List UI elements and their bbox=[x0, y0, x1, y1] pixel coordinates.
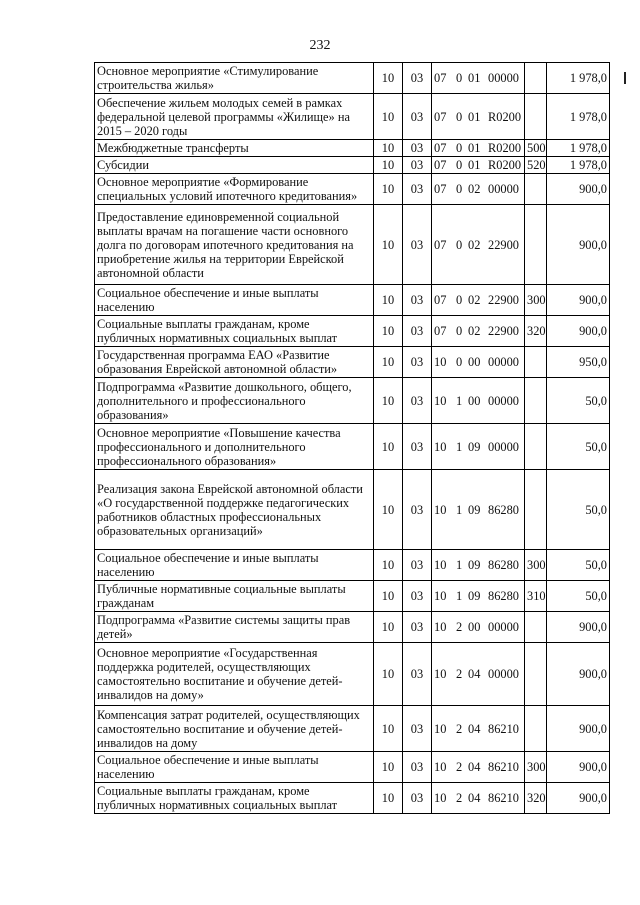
table-row bbox=[95, 643, 610, 706]
row-subsection-code: 03 bbox=[403, 470, 432, 550]
row-name: Основное мероприятие «Государственная поддержка родителей, осуществляющих самостоятельно воспитание и обучение детей-инвалидов на дому» bbox=[95, 643, 374, 706]
csr-direction: 22900 bbox=[488, 324, 519, 338]
csr-subprogram: 1 bbox=[456, 439, 463, 454]
csr-activity: 04 bbox=[468, 667, 481, 681]
row-section-code: 10 bbox=[374, 424, 403, 470]
row-subsection-code: 03 bbox=[403, 643, 432, 706]
csr-subprogram: 0 bbox=[456, 182, 463, 196]
row-subsection-code: 03 bbox=[403, 752, 432, 783]
csr-subprogram: 2 bbox=[456, 791, 463, 805]
csr-subprogram: 2 bbox=[456, 760, 463, 774]
row-target-article bbox=[432, 174, 525, 205]
row-name: Социальные выплаты гражданам, кроме публичных нормативных социальных выплат bbox=[95, 783, 374, 814]
row-section-code: 10 bbox=[374, 706, 403, 752]
csr-program: 10 bbox=[434, 791, 447, 805]
row-expense-type: 500 bbox=[525, 140, 547, 157]
csr-activity: 00 bbox=[468, 355, 481, 369]
row-amount: 900,0 bbox=[547, 205, 610, 285]
row-name: Основное мероприятие «Формирование специальных условий ипотечного кредитования» bbox=[95, 174, 374, 205]
csr-direction: 00000 bbox=[488, 355, 519, 369]
csr-program: 07 bbox=[434, 71, 447, 85]
row-section-code: 10 bbox=[374, 783, 403, 814]
csr-program: 07 bbox=[434, 324, 447, 338]
table-row bbox=[95, 424, 610, 470]
row-section-code: 10 bbox=[374, 316, 403, 347]
row-name: Компенсация затрат родителей, осуществляющих самостоятельно воспитание и обучение детей-инвалидов на дому bbox=[95, 706, 374, 752]
csr-program: 10 bbox=[434, 620, 447, 634]
table-row bbox=[95, 550, 610, 581]
row-expense-type: 300 bbox=[525, 550, 547, 581]
row-subsection-code: 03 bbox=[403, 94, 432, 140]
table-row bbox=[95, 581, 610, 612]
csr-subprogram: 2 bbox=[456, 620, 463, 634]
row-target-article bbox=[432, 752, 525, 783]
csr-direction: 86210 bbox=[488, 791, 519, 805]
csr-subprogram: 0 bbox=[456, 237, 463, 252]
row-expense-type bbox=[525, 174, 547, 205]
row-subsection-code: 03 bbox=[403, 612, 432, 643]
table-row bbox=[95, 378, 610, 424]
csr-program: 07 bbox=[434, 158, 447, 172]
table-row bbox=[95, 157, 610, 174]
row-name: Основное мероприятие «Стимулирование строительства жилья» bbox=[95, 63, 374, 94]
row-target-article bbox=[432, 157, 525, 174]
row-amount: 900,0 bbox=[547, 316, 610, 347]
row-subsection-code: 03 bbox=[403, 63, 432, 94]
row-subsection-code: 03 bbox=[403, 581, 432, 612]
row-name: Подпрограмма «Развитие дошкольного, общего, дополнительного и профессионального образования» bbox=[95, 378, 374, 424]
row-amount: 950,0 bbox=[547, 347, 610, 378]
row-amount: 900,0 bbox=[547, 174, 610, 205]
table-row bbox=[95, 63, 610, 94]
row-amount: 1 978,0 bbox=[547, 157, 610, 174]
table-row bbox=[95, 783, 610, 814]
row-expense-type bbox=[525, 706, 547, 752]
table-row bbox=[95, 706, 610, 752]
row-section-code: 10 bbox=[374, 643, 403, 706]
row-section-code: 10 bbox=[374, 378, 403, 424]
row-amount: 50,0 bbox=[547, 378, 610, 424]
row-section-code: 10 bbox=[374, 63, 403, 94]
row-target-article bbox=[432, 140, 525, 157]
row-subsection-code: 03 bbox=[403, 140, 432, 157]
row-amount: 900,0 bbox=[547, 706, 610, 752]
table-row bbox=[95, 752, 610, 783]
csr-direction: 22900 bbox=[488, 237, 519, 252]
csr-program: 10 bbox=[434, 393, 447, 408]
csr-activity: 01 bbox=[468, 109, 481, 124]
csr-direction: R0200 bbox=[488, 158, 522, 172]
row-name: Межбюджетные трансферты bbox=[95, 140, 374, 157]
row-name: Социальное обеспечение и иные выплаты населению bbox=[95, 550, 374, 581]
csr-direction: 00000 bbox=[488, 667, 519, 681]
row-name: Подпрограмма «Развитие системы защиты прав детей» bbox=[95, 612, 374, 643]
csr-subprogram: 1 bbox=[456, 502, 463, 517]
row-expense-type: 320 bbox=[525, 783, 547, 814]
row-amount: 900,0 bbox=[547, 612, 610, 643]
csr-program: 07 bbox=[434, 237, 447, 252]
csr-direction: 86280 bbox=[488, 589, 519, 603]
csr-direction: 86280 bbox=[488, 558, 519, 572]
row-expense-type bbox=[525, 643, 547, 706]
row-name: Публичные нормативные социальные выплаты гражданам bbox=[95, 581, 374, 612]
row-name: Реализация закона Еврейской автономной области «О государственной поддержке педагогических работников областных профессиональных образовательных организаций» bbox=[95, 470, 374, 550]
row-section-code: 10 bbox=[374, 94, 403, 140]
row-expense-type bbox=[525, 612, 547, 643]
row-target-article bbox=[432, 316, 525, 347]
table-row bbox=[95, 470, 610, 550]
table-row bbox=[95, 140, 610, 157]
row-amount: 50,0 bbox=[547, 424, 610, 470]
csr-program: 10 bbox=[434, 589, 447, 603]
csr-direction: 86210 bbox=[488, 760, 519, 774]
row-name: Социальное обеспечение и иные выплаты населению bbox=[95, 285, 374, 316]
row-expense-type: 520 bbox=[525, 157, 547, 174]
row-subsection-code: 03 bbox=[403, 157, 432, 174]
csr-activity: 02 bbox=[468, 182, 481, 196]
csr-activity: 04 bbox=[468, 760, 481, 774]
row-target-article bbox=[432, 706, 525, 752]
row-section-code: 10 bbox=[374, 581, 403, 612]
row-target-article bbox=[432, 424, 525, 470]
row-amount: 1 978,0 bbox=[547, 140, 610, 157]
csr-subprogram: 0 bbox=[456, 71, 463, 85]
csr-activity: 04 bbox=[468, 791, 481, 805]
row-target-article bbox=[432, 285, 525, 316]
row-target-article bbox=[432, 643, 525, 706]
csr-direction: 22900 bbox=[488, 293, 519, 307]
row-amount: 1 978,0 bbox=[547, 63, 610, 94]
table-row bbox=[95, 94, 610, 140]
row-target-article bbox=[432, 612, 525, 643]
csr-subprogram: 0 bbox=[456, 158, 463, 172]
row-amount: 50,0 bbox=[547, 550, 610, 581]
row-target-article bbox=[432, 205, 525, 285]
csr-subprogram: 2 bbox=[456, 667, 463, 681]
csr-direction: 00000 bbox=[488, 620, 519, 634]
csr-activity: 01 bbox=[468, 158, 481, 172]
row-section-code: 10 bbox=[374, 470, 403, 550]
row-target-article bbox=[432, 63, 525, 94]
row-amount: 50,0 bbox=[547, 470, 610, 550]
csr-activity: 01 bbox=[468, 141, 481, 155]
row-target-article bbox=[432, 550, 525, 581]
csr-subprogram: 1 bbox=[456, 589, 463, 603]
row-target-article bbox=[432, 783, 525, 814]
row-expense-type bbox=[525, 94, 547, 140]
csr-direction: 00000 bbox=[488, 439, 519, 454]
row-subsection-code: 03 bbox=[403, 550, 432, 581]
row-target-article bbox=[432, 581, 525, 612]
table-row bbox=[95, 612, 610, 643]
csr-program: 10 bbox=[434, 721, 447, 736]
csr-activity: 02 bbox=[468, 237, 481, 252]
row-expense-type bbox=[525, 205, 547, 285]
row-target-article bbox=[432, 470, 525, 550]
row-amount: 900,0 bbox=[547, 285, 610, 316]
row-target-article bbox=[432, 347, 525, 378]
csr-activity: 09 bbox=[468, 589, 481, 603]
csr-direction: 86210 bbox=[488, 721, 519, 736]
row-amount: 1 978,0 bbox=[547, 94, 610, 140]
row-expense-type: 300 bbox=[525, 285, 547, 316]
budget-table bbox=[94, 62, 610, 814]
page-number: 232 bbox=[309, 38, 331, 53]
row-amount: 50,0 bbox=[547, 581, 610, 612]
csr-subprogram: 0 bbox=[456, 109, 463, 124]
csr-program: 10 bbox=[434, 558, 447, 572]
row-amount: 900,0 bbox=[547, 783, 610, 814]
csr-program: 07 bbox=[434, 109, 447, 124]
csr-subprogram: 0 bbox=[456, 324, 463, 338]
row-name: Социальные выплаты гражданам, кроме публичных нормативных социальных выплат bbox=[95, 316, 374, 347]
row-subsection-code: 03 bbox=[403, 174, 432, 205]
row-section-code: 10 bbox=[374, 140, 403, 157]
csr-direction: R0200 bbox=[488, 141, 522, 155]
row-section-code: 10 bbox=[374, 347, 403, 378]
csr-program: 07 bbox=[434, 141, 447, 155]
row-expense-type: 320 bbox=[525, 316, 547, 347]
row-subsection-code: 03 bbox=[403, 205, 432, 285]
csr-direction: 86280 bbox=[488, 502, 519, 517]
csr-activity: 09 bbox=[468, 558, 481, 572]
csr-program: 07 bbox=[434, 182, 447, 196]
table-row bbox=[95, 316, 610, 347]
row-section-code: 10 bbox=[374, 612, 403, 643]
row-subsection-code: 03 bbox=[403, 783, 432, 814]
row-target-article bbox=[432, 378, 525, 424]
csr-program: 10 bbox=[434, 667, 447, 681]
csr-subprogram: 1 bbox=[456, 558, 463, 572]
table-row bbox=[95, 285, 610, 316]
row-expense-type bbox=[525, 424, 547, 470]
csr-activity: 00 bbox=[468, 393, 481, 408]
csr-program: 10 bbox=[434, 760, 447, 774]
csr-activity: 01 bbox=[468, 71, 481, 85]
csr-activity: 09 bbox=[468, 439, 481, 454]
table-row bbox=[95, 205, 610, 285]
csr-subprogram: 1 bbox=[456, 393, 463, 408]
row-expense-type bbox=[525, 470, 547, 550]
csr-program: 10 bbox=[434, 355, 447, 369]
row-name: Государственная программа ЕАО «Развитие образования Еврейской автономной области» bbox=[95, 347, 374, 378]
csr-subprogram: 0 bbox=[456, 141, 463, 155]
row-section-code: 10 bbox=[374, 285, 403, 316]
csr-activity: 02 bbox=[468, 324, 481, 338]
row-expense-type bbox=[525, 347, 547, 378]
csr-direction: 00000 bbox=[488, 182, 519, 196]
row-name: Социальное обеспечение и иные выплаты населению bbox=[95, 752, 374, 783]
csr-activity: 09 bbox=[468, 502, 481, 517]
budget-table-body bbox=[95, 63, 610, 814]
csr-program: 10 bbox=[434, 502, 447, 517]
csr-program: 10 bbox=[434, 439, 447, 454]
row-amount: 900,0 bbox=[547, 643, 610, 706]
row-name: Субсидии bbox=[95, 157, 374, 174]
row-subsection-code: 03 bbox=[403, 378, 432, 424]
csr-direction: 00000 bbox=[488, 71, 519, 85]
row-subsection-code: 03 bbox=[403, 424, 432, 470]
row-subsection-code: 03 bbox=[403, 285, 432, 316]
row-expense-type bbox=[525, 63, 547, 94]
csr-direction: R0200 bbox=[488, 109, 522, 124]
table-row bbox=[95, 347, 610, 378]
csr-subprogram: 0 bbox=[456, 355, 463, 369]
row-target-article bbox=[432, 94, 525, 140]
table-row bbox=[95, 174, 610, 205]
row-name: Предоставление единовременной социальной выплаты врачам на погашение части основного долга по договорам ипотечного кредитования на приобретение жилья на территории Еврейской автономной области bbox=[95, 205, 374, 285]
row-name: Основное мероприятие «Повышение качества профессионального и дополнительного профессионального образования» bbox=[95, 424, 374, 470]
csr-activity: 02 bbox=[468, 293, 481, 307]
row-subsection-code: 03 bbox=[403, 316, 432, 347]
csr-direction: 00000 bbox=[488, 393, 519, 408]
row-expense-type: 310 bbox=[525, 581, 547, 612]
row-subsection-code: 03 bbox=[403, 347, 432, 378]
csr-subprogram: 2 bbox=[456, 721, 463, 736]
row-section-code: 10 bbox=[374, 752, 403, 783]
csr-subprogram: 0 bbox=[456, 293, 463, 307]
row-section-code: 10 bbox=[374, 550, 403, 581]
row-expense-type: 300 bbox=[525, 752, 547, 783]
row-amount: 900,0 bbox=[547, 752, 610, 783]
csr-program: 07 bbox=[434, 293, 447, 307]
row-subsection-code: 03 bbox=[403, 706, 432, 752]
row-section-code: 10 bbox=[374, 174, 403, 205]
row-name: Обеспечение жильем молодых семей в рамках федеральной целевой программы «Жилище» на 2015 – 2020 годы bbox=[95, 94, 374, 140]
scan-mark bbox=[624, 72, 626, 84]
row-section-code: 10 bbox=[374, 157, 403, 174]
row-expense-type bbox=[525, 378, 547, 424]
csr-activity: 00 bbox=[468, 620, 481, 634]
csr-activity: 04 bbox=[468, 721, 481, 736]
row-section-code: 10 bbox=[374, 205, 403, 285]
